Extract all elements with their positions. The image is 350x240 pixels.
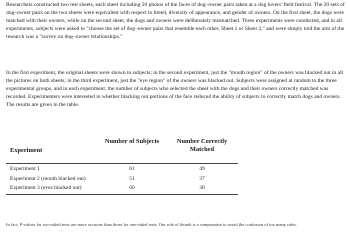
- row-correct-value: 49: [199, 166, 205, 172]
- table-header: [6, 136, 238, 164]
- row-subjects-value: 61: [129, 166, 135, 172]
- table-row: [6, 175, 238, 185]
- row-subjects-value: 60: [129, 185, 135, 191]
- header-number-correctly-matched: Number Correctly Matched: [176, 138, 228, 153]
- header-number-of-subjects: Number of Subjects: [104, 138, 160, 145]
- row-experiment-label: Experiment 3 (eyes blacked out): [10, 185, 82, 191]
- header-experiment: Experiment: [10, 147, 43, 154]
- table-row: [6, 165, 238, 175]
- table-row: [6, 184, 238, 194]
- row-correct-value: 30: [199, 185, 205, 191]
- results-table: [6, 136, 238, 195]
- intro-paragraph: Researchers constructed two test sheets, each sheet including 20 photos of the faces of dog–owner pairs taken at a dog lovers' field festival. The 20 sets of dog–owner pairs on the two sheets were equivalent with respect to breed, diversity of appearance, and gender of owners. On the first sheet, the dogs were matched with their owners, while on the second sheet, the dogs and owners were deliberately mismatched. Three experiments were conducted, and in all experiments, subjects were asked to "choose the set of dog–owner pairs that resemble each other, Sheet 1 or Sheet 2," and were simply told the aim of the research was a "survey on dog–owner relationships.": [6, 2, 345, 40]
- footnote: In fact, P-values for two-sided tests are more accurate than those for one-sided tests. Our rule of thumb is a compromise to avoid the confusion of too many rules.: [6, 222, 298, 227]
- method-paragraph: In the first experiment, the original sheets were shown to subjects; in the second experiment, just the "mouth region" of the owners was blacked out in all the pictures on both sheets; in the third experiment, just the "eye region" of the owners was blacked out. Subjects were assigned at random to the three experimental groups, and in each experiment, the number of subjects who selected the sheet with the dogs and their owners correctly matched was recorded. Experimenters were interested in whether blacking out portions of the face reduced the ability of subjects to correctly match dogs and owners. The results are given in the table.: [6, 70, 344, 108]
- row-correct-value: 37: [199, 175, 205, 182]
- row-subjects-value: 51: [129, 175, 135, 182]
- row-experiment-label: Experiment 1: [10, 166, 40, 172]
- row-experiment-label: Experiment 2 (mouth blacked out): [10, 175, 86, 182]
- table-bottom-rule: [6, 194, 238, 195]
